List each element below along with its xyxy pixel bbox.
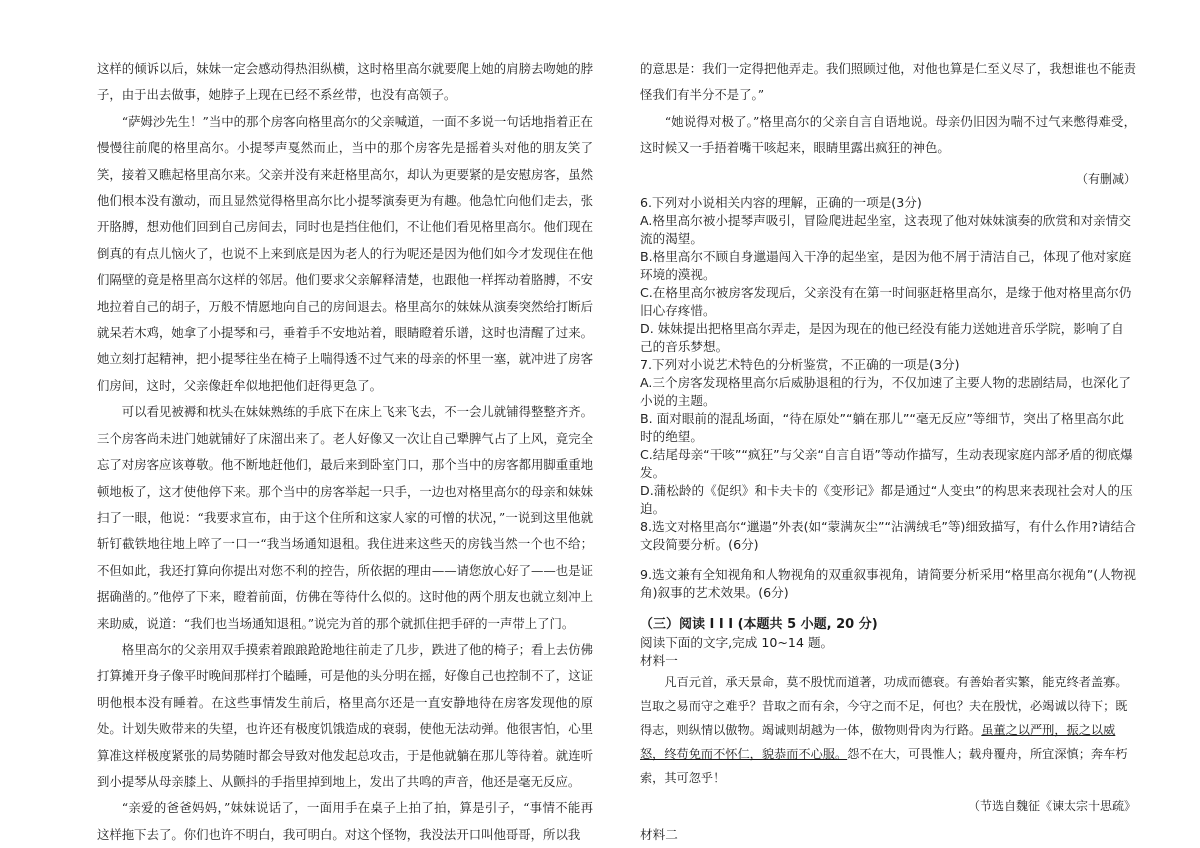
passage-paragraph: “她说得对极了。”格里高尔的父亲自言自语地说。母亲仍旧因为喘不过气来憋得难受，这时候又一手捂着嘴干咳起来，眼睛里露出疯狂的神色。 xyxy=(640,113,1136,156)
option-a: A.格里高尔被小提琴声吸引，冒险爬进起坐室，这表现了他对妹妹演奏的欣赏和对亲情交流的渴望。 xyxy=(640,212,1131,246)
instruction: 阅读下面的文字,完成 10~14 题。 xyxy=(640,634,834,650)
passage-paragraph: “萨姆沙先生！”当中的那个房客向格里高尔的父亲喊道，一面不多说一句话地指着正在慢慢往前爬的格里高尔。小提琴声戛然而止，当中的那个房客先是摇着头对他的朋友笑了笑，接着又瞧起格里高尔来。父亲并没有来赶格里高尔，却认为更要紧的是安慰房客，虽然他们根本没有激动，而且显然觉得格里高尔比小提琴演奏更为有趣。他急忙向他们走去，张开胳膊，想劝他们回到自己房间去，同时也是挡住他们，不让他们看见格里高尔。他们现在倒真的有点儿恼火了，也说不上来到底是因为老人的行为呢还是因为他们如今才发现住在他们隔壁的竟是格里高尔这样的邻居。他们要求父亲解释清楚，也跟他一样挥动着胳膊，不安地拉着自己的胡子，万般不情愿地向自己的房间退去。格里高尔的妹妹从演奏突然给打断后就呆若木鸡，她拿了小提琴和弓，垂着手不安地站着，眼睛瞪着乐谱，这时也清醒了过来。她立刻打起精神，把小提琴往坐在椅子上喘得透不过气来的母亲的怀里一塞，就冲进了房客们房间，这时，父亲像赶牟似地把他们赶得更急了。 xyxy=(97,113,593,393)
option-d: D. 妹妹提出把格里高尔弄走，是因为现在的他已经没有能力送她进音乐学院，影响了自己的音乐梦想。 xyxy=(640,320,1124,354)
material-label: 材料二 xyxy=(640,826,678,842)
question-6 xyxy=(640,194,1136,356)
passage-paragraph: “亲爱的爸爸妈妈，”妹妹说话了，一面用手在桌子上拍了拍，算是引子，“事情不能再这样拖下去了。你们也许不明白，我可明白。对这个怪物，我没法开口叫他哥哥，所以我 xyxy=(97,800,593,842)
option-c: C.在格里高尔被房客发现后，父亲没有在第一时间驱赶格里高尔，是缘于他对格里高尔仍旧心存疼惜。 xyxy=(640,284,1132,318)
passage-paragraph: 的意思是：我们一定得把他弄走。我们照顾过他，对他也算是仁至义尽了，我想谁也不能责怪我们有半分不是了。” xyxy=(640,61,1136,103)
right-column xyxy=(640,56,1136,844)
passage-paragraph: 这样的倾诉以后，妹妹一定会感动得热泪纵横，这时格里高尔就要爬上她的肩膀去吻她的脖子，由于出去做事，她脖子上现在已经不系丝带，也没有高领子。 xyxy=(97,61,593,103)
option-b: B.格里高尔不顾自身邋遢闯入干净的起坐室，是因为他不屑于清洁自己，体现了他对家庭环境的漠视。 xyxy=(640,248,1132,282)
section-title: （三）阅读 I I I (本题共 5 小题, 20 分) xyxy=(640,616,878,632)
question-7 xyxy=(640,356,1136,518)
passage-paragraph: 可以看见被褥和枕头在妹妹熟练的手底下在床上飞来飞去，不一会儿就铺得整整齐齐。三个房客尚未进门她就铺好了床溜出来了。老人好像又一次让自己犟脾气占了上风，竟完全忘了对房客应该尊敬。他不断地赶他们，最后来到卧室门口，那个当中的房客都用脚重重地顿地板了，这才使他停下来。那个当中的房客举起一只手，一边也对格里高尔的母亲和妹妹扫了一眼，他说：“我要求宣布，由于这个住所和这家人家的可憎的状况，”一说到这里他就斩钉截铁地往地上啐了一口一“我当场通知退租。我住进来这些天的房钱当然一个也不给；不但如此，我还打算向你提出对您不利的控告，所依据的理由——请您放心好了——也是证据确凿的。”他停了下来，瞪着前面，仿佛在等待什么似的。这时他的两个朋友也就立刻冲上来助威，说道：“我们也当场通知退租。”说完为首的那个就抓住把手砰的一声带上了门。 xyxy=(97,404,593,631)
underlined-text: 虽董之以严刑，振之以威怒，终苟免而不怀仁，貌恭而不心服。 xyxy=(640,722,1116,761)
question-9: 9.选文兼有全知视角和人物视角的双重叙事视角，请简要分析采用“格里高尔视角”(人物视角)叙事的艺术效果。(6分) xyxy=(640,566,1136,600)
material-text-part: 凡百元首，承天景命，莫不殷忧而道著，功成而德衰。有善始者实繁，能克终者盖寡。岂取之易而守之难乎？昔取之而有余，今守之而不足，何也？夫在殷忧，必竭诚以待下；既得志，则纵情以傲物。竭诚则胡越为一体，傲物则骨肉为行路。 xyxy=(640,674,1128,737)
option-d: D.蒲松龄的《促织》和卡夫卡的《变形记》都是通过“人变虫”的构思来表现社会对人的压迫。 xyxy=(640,482,1133,516)
option-a: A.三个房客发现格里高尔后威胁退租的行为，不仅加速了主要人物的悲剧结局，也深化了小说的主题。 xyxy=(640,374,1131,408)
question-8: 8.选文对格里高尔“邋遢”外表(如“蒙满灰尘”“沾满绒毛”等)细致描写，有什么作用?请结合文段简要分析。(6分) xyxy=(640,518,1136,552)
left-column xyxy=(97,56,593,848)
question-stem: 7.下列对小说艺术特色的分析鉴赏，不正确的一项是(3分) xyxy=(640,356,960,372)
option-b: B. 面对眼前的混乱场面，“待在原处”“躺在那儿”“毫无反应”等细节，突出了格里高尔此时的绝望。 xyxy=(640,410,1124,444)
passage-paragraph: 格里高尔的父亲用双手摸索着踉踉跄跄地往前走了几步，跌进了他的椅子；看上去仿佛打算摊开身子像平时晚间那样打个瞌睡，可是他的头分明在摇，好像自己也控制不了，这证明他根本没有睡着。在这些事情发生前后，格里高尔还是一直安静地待在房客发现他的原处。计划失败带来的失望，也许还有极度饥饿造成的衰弱，使他无法动弹。他很害怕，心里算准这样极度紧张的局势随时都会导致对他发起总攻击，于是他就躺在那儿等待着。就连听到小提琴从母亲膝上、从颤抖的手指里掉到地上，发出了共鸣的声音，他还是毫无反应。 xyxy=(97,641,593,789)
abridged-note: （有删减） xyxy=(1075,171,1136,186)
material-label: 材料一 xyxy=(640,652,678,668)
question-stem: 6.下列对小说相关内容的理解，正确的一项是(3分) xyxy=(640,194,922,210)
material-source: （节选自魏征《谏太宗十思疏》 xyxy=(967,798,1136,813)
material-text-part: 怨不在大，可畏惟人；载舟覆舟，所宜深慎；奔车朽索，其可忽乎！ xyxy=(640,746,1128,785)
option-c: C.结尾母亲“干咳”“疯狂”与父亲“自言自语”等动作描写，生动表现家庭内部矛盾的彻底爆发。 xyxy=(640,446,1133,480)
material-text xyxy=(640,670,1136,790)
